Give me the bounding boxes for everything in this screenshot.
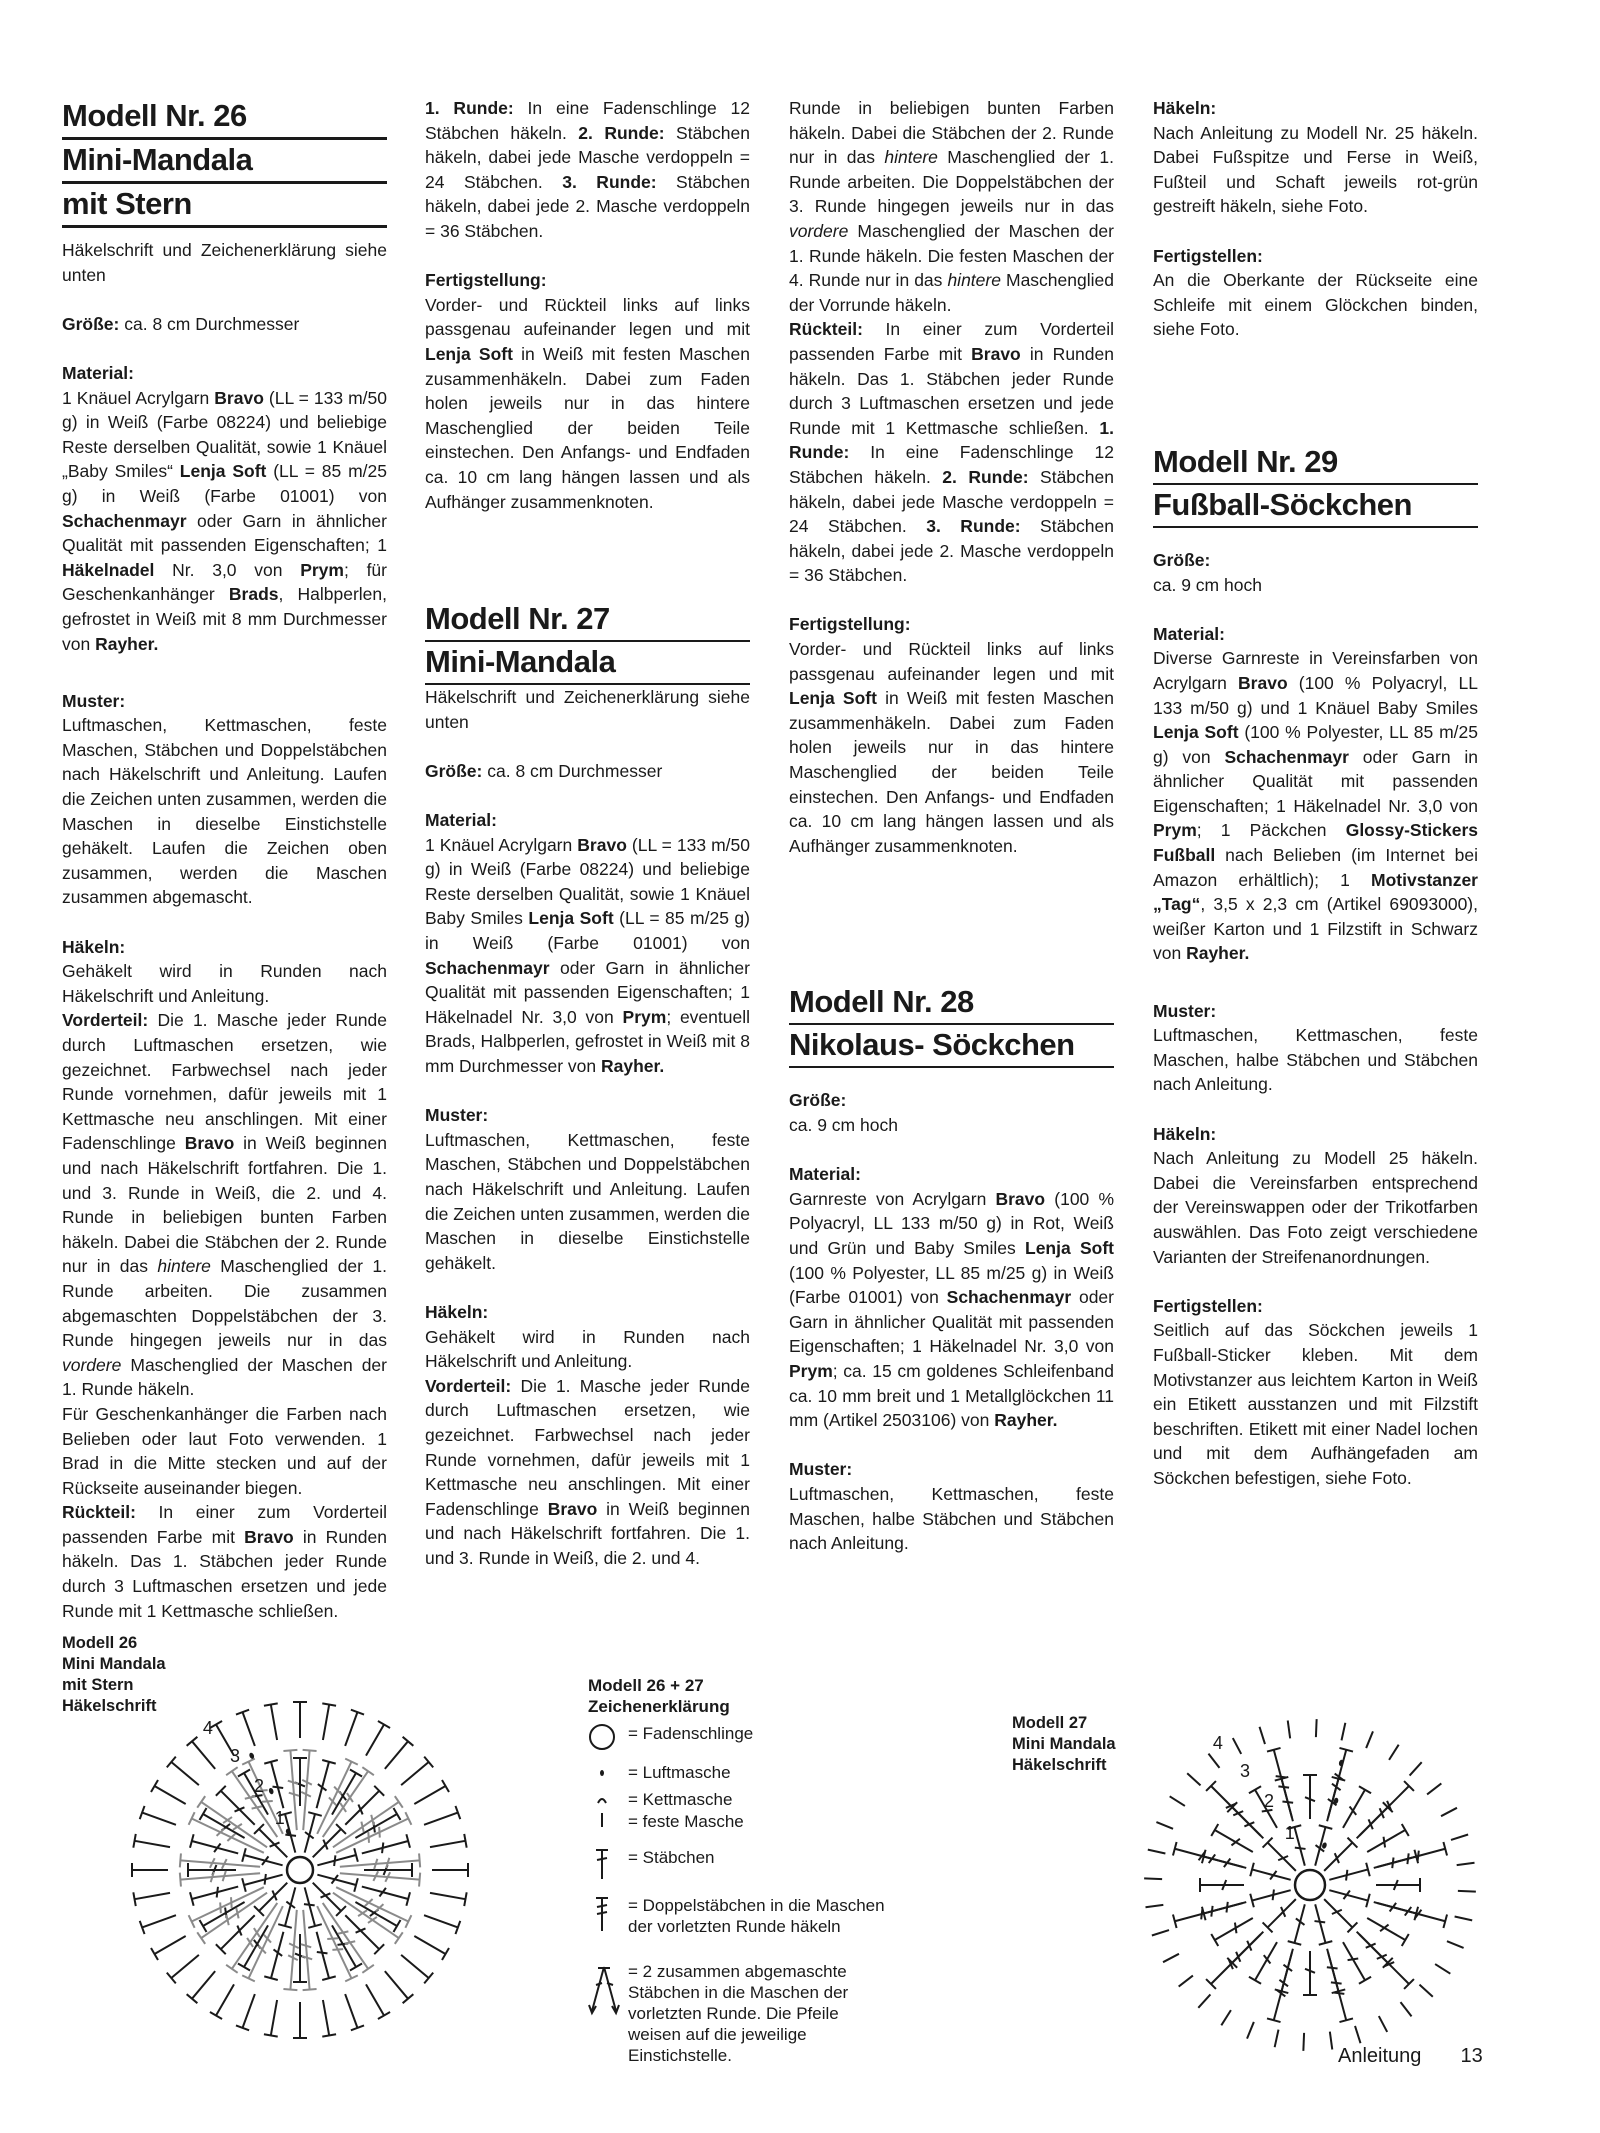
round-4-stitch xyxy=(385,1971,414,2003)
round-4-stitch xyxy=(1148,1850,1166,1854)
diagram-26-label: Modell 26 Mini Mandala mit Stern Häkelschrift xyxy=(62,1634,166,1715)
modell-28-title xyxy=(789,982,1114,1068)
modell-26-title xyxy=(62,96,387,228)
fertigstellung-text: Vorder- und Rückteil links auf links passgenau aufeinander legen und mit Lenja Soft in Weiß mit festen Maschen zusammenhäkeln. Dabei zum Faden holen jeweils nur in das hintere Maschenglied der beiden Teile einstechen. Den Anfangs- und Endfaden ca. 10 cm lang hängen lassen und als Aufhänger zusammenknoten. xyxy=(789,639,1114,856)
round-1-stitch xyxy=(1250,1889,1290,1907)
size-value: ca. 9 cm hoch xyxy=(789,1115,898,1135)
round-1-stitch xyxy=(317,1848,357,1866)
haekeln-text: Nach Anleitung zu Modell Nr. 25 häkeln. Dabei Fußspitze und Ferse in Weiß, Fußteil und Schaft jeweils rot-grün gestreift häkeln, siehe Foto. xyxy=(1153,122,1478,217)
round-4-stitch xyxy=(1221,2010,1231,2025)
intro-text: Häkelschrift und Zeichenerklärung siehe unten xyxy=(425,687,750,732)
round-4-stitch xyxy=(430,1892,467,1906)
continuation-text: Runde in beliebigen bunten Farben häkeln. Dabei die Stäbchen der 2. Runde nur in das hintere Maschenglied der 1. Runde arbeiten. Die Doppelstäbchen der 3. Runde hingegen jeweils nur in das vordere Maschenglied der Maschen der 1. Runde häkeln. Die festen Maschen der 4. Runde nur in das hintere Maschenglied der Vorrunde häkeln. xyxy=(789,98,1114,315)
title-line: Mini-Mandala xyxy=(425,642,750,685)
round-3-double-stitch xyxy=(1359,1781,1413,1835)
round-3-double-stitch xyxy=(197,1796,267,1847)
round-2-stitch xyxy=(1211,1824,1253,1852)
round-4-stitch xyxy=(1410,1762,1422,1775)
round-1-stitch xyxy=(1329,1890,1369,1907)
runden-text: 1. Runde: In eine Fadenschlinge 12 Stäbchen häkeln. 2. Runde: Stäbchen häkeln, dabei jede Masche verdoppeln = 24 Stäbchen. 3. Runde: Stäbchen häkeln, dabei jede 2. Masche verdoppeln = 36 Stäbchen. xyxy=(425,98,751,241)
round-4-stitch xyxy=(151,1780,186,1804)
haekeln-label: Häkeln: xyxy=(62,936,126,957)
round-4-stitch xyxy=(414,1780,449,1804)
round-4-stitch xyxy=(133,1892,170,1906)
round-3-double-stitch xyxy=(1206,1781,1260,1835)
title-line: Nikolaus- Söckchen xyxy=(789,1025,1114,1068)
crochet-chart-27 xyxy=(1125,1700,1495,2070)
round-4-stitch xyxy=(1198,1994,1210,2007)
column-3 xyxy=(789,96,1114,1556)
round-4-stitch xyxy=(432,1863,468,1877)
round-4-stitch xyxy=(140,1806,176,1825)
fertigstellen-text: An die Oberkante der Rückseite eine Schleife mit einem Glöckchen binden, siehe Foto. xyxy=(1153,270,1478,340)
title-line: Modell Nr. 28 xyxy=(789,982,1114,1025)
round-4-stitch xyxy=(414,1936,449,1960)
round-4-stitch xyxy=(1458,1891,1476,1892)
round-1-stitch xyxy=(242,1848,282,1865)
modell-27-title xyxy=(425,599,750,685)
material-text: 1 Knäuel Acrylgarn Bravo (LL = 133 m/50 g) in Weiß (Farbe 08224) und beliebige Reste derselben Qualität, sowie 1 Knäuel „Baby Smiles“ Lenja Soft (LL = 85 m/25 g) in Weiß (Farbe 01001) von Schachenmayr oder Garn in ähnlicher Qualität mit passenden Eigenschaften; 1 Häkelnadel Nr. 3,0 von Prym; für Geschenkanhänger Brads, Halbperlen, gefrostet in Weiß mit 8 mm Durchmesser von Rayher. xyxy=(62,387,387,654)
intro-text: Häkelschrift und Zeichenerklärung siehe unten xyxy=(62,240,387,285)
column-1 xyxy=(62,96,387,1623)
round-4-stitch xyxy=(1355,2026,1360,2043)
muster-label: Muster: xyxy=(425,1105,489,1126)
round-4-stitch xyxy=(140,1915,176,1934)
round-4-stitch xyxy=(1275,2030,1279,2048)
round-4-stitch xyxy=(236,1710,255,1746)
rueckteil-text: Rückteil: In einer zum Vorderteil passenden Farbe mit Bravo in Runden häkeln. Das 1. Stäbchen jeder Runde durch 3 Luftmaschen ersetzen und jede Runde mit 1 Kettmasche schließen. 1. Runde: In eine Fadenschlinge 12 Stäbchen häkeln. 2. Runde: Stäbchen häkeln, dabei jede Masche verdoppeln = 24 Stäbchen. 3. Runde: Stäbchen häkeln, dabei jede 2. Masche verdoppeln = 36 Stäbchen. xyxy=(789,319,1115,586)
round-3-double-stitch xyxy=(226,1903,277,1973)
round-2-stitch xyxy=(1249,1942,1277,1984)
legend-item: = Doppelstäbchen in die Maschen der vorletzten Runde häkeln xyxy=(588,1895,918,1961)
round-2-stitch xyxy=(216,1915,255,1954)
round-4-stitch xyxy=(1179,1976,1193,1987)
crochet-chart-26 xyxy=(110,1680,490,2060)
haekeln-text: Gehäkelt wird in Runden nach Häkelschrift und Anleitung. xyxy=(62,961,387,1006)
round-4-stitch xyxy=(264,1703,278,1740)
rueckteil-text: Rückteil: In einer zum Vorderteil passenden Farbe mit Bravo in Runden häkeln. Das 1. Stäbchen jeder Runde durch 3 Luftmaschen ersetzen und jede Runde mit 1 Kettmasche schließen. xyxy=(62,1502,387,1621)
round-4-stitch xyxy=(366,1721,390,1756)
fertigstellen-text: Seitlich auf das Söckchen jeweils 1 Fußball-Sticker kleben. Mit dem Motivstanzer aus leichtem Karton in Weiß ein Etikett ausstanzen und mit Filzstift beschriften. Etikett mit einer Nadel lochen und mit dem Aufhängefaden am Söckchen befestigen, siehe Foto. xyxy=(1153,1320,1478,1488)
round-number: 4 xyxy=(202,1718,213,1739)
muster-text: Luftmaschen, Kettmaschen, feste Maschen, Stäbchen und Doppelstäbchen nach Häkelschrift und Anleitung. Laufen die Zeichen unten zusammen, werden die Maschen in dieselbe Einstichstelle gehäkelt. xyxy=(425,1129,750,1273)
round-2-stitch xyxy=(345,1915,384,1954)
legend-item: = Luftmasche xyxy=(588,1757,918,1789)
size-value: ca. 9 cm hoch xyxy=(1153,574,1262,595)
size-label: Größe: xyxy=(789,1090,847,1111)
round-4-stitch xyxy=(132,1863,168,1877)
symbol-legend xyxy=(588,1675,918,2066)
round-4-stitch xyxy=(1330,2032,1332,2050)
muster-text: Luftmaschen, Kettmaschen, feste Maschen, Stäbchen und Doppelstäbchen nach Häkelschrift und Anleitung. Laufen die Zeichen unten zusammen, werden die Maschen in dieselbe Einstichstelle gehäkelt. Laufen die Zeichen oben zusammen, werden die Maschen zusammen abgemascht. xyxy=(62,715,387,908)
legend-title: Modell 26 + 27 Zeichenerklärung xyxy=(588,1676,730,1716)
round-4-stitch xyxy=(1303,2033,1304,2051)
chain-mark xyxy=(268,1787,274,1795)
round-4-stitch xyxy=(293,2002,307,2038)
round-2-stitch xyxy=(1200,1878,1244,1892)
material-label: Material: xyxy=(62,362,134,383)
round-4-stitch xyxy=(1441,1808,1457,1816)
haekeln-label: Häkeln: xyxy=(1153,1123,1217,1144)
round-2-stitch xyxy=(1367,1824,1409,1852)
round-4-stitch xyxy=(1401,2002,1412,2016)
round-2-stitch xyxy=(1303,1775,1317,1819)
title-line: Modell Nr. 29 xyxy=(1153,442,1478,485)
round-4-stitch xyxy=(424,1915,460,1934)
round-1-stitch xyxy=(1314,1904,1332,1944)
round-3-double-stitch xyxy=(1206,1934,1260,1988)
haekeln-text: Nach Anleitung zu Modell 25 häkeln. Dabei die Vereinsfarben entsprechend der Vereinswappen oder der Trikotfarben auswählen. Das Foto zeigt verschiedene Varianten der Streifenanordnungen. xyxy=(1153,1148,1478,1267)
round-4-stitch xyxy=(1233,1738,1241,1754)
round-4-stitch xyxy=(167,1757,199,1786)
round-4-stitch xyxy=(1316,1719,1317,1737)
round-4-stitch xyxy=(1379,2016,1387,2032)
legend-item: = 2 zusammen abgemaschte Stäbchen in die Maschen der vorletzten Runde. Die Pfeile weisen auf die jeweilige Einstichstelle. xyxy=(588,1961,918,2066)
round-number: 1 xyxy=(274,1807,285,1828)
fertigstellen-label: Fertigstellen: xyxy=(1153,245,1263,266)
round-4-stitch xyxy=(151,1936,186,1960)
round-4-stitch xyxy=(1342,1723,1346,1741)
fertigstellung-text: Vorder- und Rückteil links auf links passgenau aufeinander legen und mit Lenja Soft in Weiß mit festen Maschen zusammenhäkeln. Dabei zum Faden holen jeweils nur in das hintere Maschenglied der beiden Teile einstechen. Den Anfangs- und Endfaden ca. 10 cm lang hängen lassen und als Aufhänger zusammenknoten. xyxy=(425,294,750,512)
material-text: Garnreste von Acrylgarn Bravo (100 % Polyacryl, LL 133 m/50 g) in Rot, Weiß und Grün und Baby Smiles Lenja Soft (100 % Polyester, LL 85 m/25 g) in Weiß (Farbe 01001) von Schachenmayr oder Garn in ähnlicher Qualität mit passenden Eigenschaften; 1 Häkelnadel Nr. 3,0 von Prym; ca. 15 cm goldenes Schleifenband ca. 10 mm breit und 1 Metallglöckchen 11 mm (Artikel 2503106) von Rayher. xyxy=(789,1188,1115,1431)
round-1-stitch xyxy=(278,1887,295,1927)
round-4-stitch xyxy=(187,1971,216,2003)
round-4-stitch xyxy=(345,1994,364,2030)
haekeln-text: Gehäkelt wird in Runden nach Häkelschrift und Anleitung. xyxy=(425,1326,750,1372)
modell-29-title xyxy=(1153,442,1478,528)
muster-text: Luftmaschen, Kettmaschen, feste Maschen, halbe Stäbchen und Stäbchen nach Anleitung. xyxy=(1153,1025,1478,1095)
round-4-stitch xyxy=(1260,1727,1265,1744)
geschenk-text: Für Geschenkanhänger die Farben nach Belieben oder laut Foto verwenden. 1 Brad in die Mitte stecken und auf der Rückseite auseinander biegen. xyxy=(62,1403,387,1498)
title-line: Mini-Mandala xyxy=(62,140,387,184)
round-4-stitch xyxy=(187,1737,216,1769)
round-3-double-stitch xyxy=(1359,1934,1413,1988)
round-4-stitch xyxy=(1156,1822,1173,1829)
round-4-stitch xyxy=(345,1710,364,1746)
legend-item: = Fadenschlinge xyxy=(588,1723,918,1757)
round-4-stitch xyxy=(1163,1954,1179,1962)
round-1-stitch xyxy=(1250,1863,1290,1880)
title-line: mit Stern xyxy=(62,184,387,228)
round-4-stitch xyxy=(1247,2022,1254,2039)
round-3-double-stitch xyxy=(1378,1842,1447,1867)
round-4-stitch xyxy=(1451,1835,1468,1840)
round-4-stitch xyxy=(1208,1754,1219,1768)
round-3-double-stitch xyxy=(323,1767,374,1837)
round-4-stitch xyxy=(1389,1745,1399,1760)
legend-item: = Kettmasche xyxy=(588,1789,918,1811)
round-3-double-stitch xyxy=(1173,1903,1242,1928)
vorderteil-text: Vorderteil: Die 1. Masche jeder Runde durch Luftmaschen ersetzen, wie gezeichnet. Farbwechsel nach jeder Runde vornehmen, dafür jeweils mit 1 Kettmasche neu anschlingen. Mit einer Fadenschlinge Bravo in Weiß beginnen und nach Häkelschrift fortfahren. Die 1. und 3. Runde in Weiß, die 2. und 4. Runde in beliebigen bunten Farben häkeln. Dabei die Stäbchen der 2. Runde nur in das hintere Maschenglied der 1. Runde arbeiten. Die zusammen abgemaschten Doppelstäbchen der 3. Runde hingegen jeweils nur in das vordere Maschenglied der Maschen der 1. Runde häkeln. xyxy=(62,1010,387,1400)
round-4-stitch xyxy=(1457,1863,1475,1865)
round-4-stitch xyxy=(401,1757,433,1786)
footer-section: Anleitung xyxy=(1338,2045,1422,2067)
material-label: Material: xyxy=(789,1164,861,1185)
round-4-stitch xyxy=(322,1703,336,1740)
round-4-stitch xyxy=(385,1737,414,1769)
round-1-stitch xyxy=(1329,1863,1369,1881)
round-4-stitch xyxy=(1455,1917,1473,1921)
column-2 xyxy=(425,96,750,1570)
round-4-stitch xyxy=(293,1702,307,1738)
round-1-stitch xyxy=(1324,1838,1357,1871)
muster-label: Muster: xyxy=(1153,1000,1217,1021)
round-1-stitch xyxy=(1263,1899,1296,1932)
round-1-stitch xyxy=(242,1874,282,1892)
haekeln-label: Häkeln: xyxy=(425,1301,489,1322)
fadenschlinge-center xyxy=(287,1857,313,1883)
fertigstellen-label: Fertigstellen: xyxy=(1153,1295,1263,1316)
material-label: Material: xyxy=(1153,623,1225,644)
round-4-stitch xyxy=(322,2000,336,2037)
round-2-stitch xyxy=(1211,1918,1253,1946)
fadenschlinge-center xyxy=(1295,1870,1325,1900)
round-4-stitch xyxy=(366,1984,390,2019)
title-line: Modell Nr. 27 xyxy=(425,599,750,642)
round-number: 1 xyxy=(1284,1822,1295,1843)
fertigstellung-label: Fertigstellung: xyxy=(789,614,911,635)
round-1-stitch xyxy=(1288,1904,1305,1944)
round-4-stitch xyxy=(1152,1930,1169,1935)
round-number: 3 xyxy=(1239,1760,1250,1781)
round-4-stitch xyxy=(430,1834,467,1848)
round-1-stitch xyxy=(304,1887,322,1927)
round-4-stitch xyxy=(401,1955,433,1984)
muster-text: Luftmaschen, Kettmaschen, feste Maschen, halbe Stäbchen und Stäbchen nach Anleitung. xyxy=(789,1483,1114,1554)
doppelstaebchen-icon xyxy=(588,1895,620,1933)
title-line: Modell Nr. 26 xyxy=(62,96,387,140)
round-2-stitch xyxy=(345,1786,384,1825)
round-1-stitch xyxy=(305,1812,322,1852)
round-4-stitch xyxy=(424,1806,460,1825)
round-4-stitch xyxy=(1144,1878,1162,1879)
round-2-stitch xyxy=(1303,1951,1317,1995)
round-4-stitch xyxy=(133,1834,170,1848)
round-number: 2 xyxy=(1263,1790,1274,1811)
zusammen-abgemascht-icon xyxy=(588,1961,624,2017)
size-line: Größe: ca. 8 cm Durchmesser xyxy=(62,313,300,334)
round-2-stitch xyxy=(1376,1878,1420,1892)
haekeln-label: Häkeln: xyxy=(1153,98,1217,118)
round-1-stitch xyxy=(1324,1899,1357,1932)
round-4-stitch xyxy=(1366,1731,1373,1748)
round-1-stitch xyxy=(317,1875,357,1892)
material-text: Diverse Garnreste in Vereinsfarben von Acrylgarn Bravo (100 % Polyacryl, LL 133 m/50 g) und 1 Knäuel Baby Smiles Lenja Soft (100 % Polyester, LL 85 m/25 g) von Schachenmayr oder Garn in ähnlicher Qualität mit passenden Eigenschaften; 1 Häkelnadel Nr. 3,0 von Prym; 1 Päckchen Glossy-Stickers Fußball nach Belieben (im Internet bei Amazon erhältlich); 1 Motivstanzer „Tag“, 3,5 x 2,3 cm (Artikel 69093000), weißer Karton und 1 Filzstift in Schwarz von Rayher. xyxy=(1153,648,1478,964)
round-4-stitch xyxy=(210,1984,234,2019)
column-4 xyxy=(1153,96,1478,1491)
muster-label: Muster: xyxy=(789,1459,853,1480)
round-4-stitch xyxy=(1435,1964,1450,1974)
page-number: 13 xyxy=(1460,2045,1483,2067)
round-number: 3 xyxy=(229,1745,240,1766)
muster-label: Muster: xyxy=(62,690,126,711)
round-4-stitch xyxy=(1146,1905,1164,1907)
legend-item: = feste Masche xyxy=(628,1812,744,1831)
size-line: Größe: ca. 8 cm Durchmesser xyxy=(425,760,663,781)
staebchen-icon xyxy=(588,1847,620,1881)
round-4-stitch xyxy=(1447,1941,1464,1948)
size-label: Größe: xyxy=(1153,549,1211,570)
round-4-stitch xyxy=(167,1955,199,1984)
round-3-double-stitch xyxy=(1328,1953,1353,2022)
luftmasche-icon xyxy=(588,1757,620,1789)
round-4-stitch xyxy=(264,2000,278,2037)
fertigstellung-label: Fertigstellung: xyxy=(425,270,547,291)
round-number: 2 xyxy=(253,1775,264,1796)
round-3-double-stitch xyxy=(333,1893,403,1944)
round-2-stitch xyxy=(1367,1918,1409,1946)
page-footer xyxy=(1338,2045,1483,2068)
round-4-stitch xyxy=(1187,1773,1200,1785)
round-2-stitch xyxy=(1343,1942,1371,1984)
vorderteil-text: Vorderteil: Die 1. Masche jeder Runde durch Luftmaschen ersetzen, wie gezeichnet. Farbwechsel nach jeder Runde vornehmen, dafür jeweils mit 1 Kettmasche neu anschlingen. Mit einer Fadenschlinge Bravo in Weiß beginnen und nach Häkelschrift fortfahren. Die 1. und 3. Runde in Weiß, die 2. und 4. xyxy=(425,1375,750,1568)
round-number: 4 xyxy=(1212,1733,1223,1754)
round-4-stitch xyxy=(236,1994,255,2030)
material-text: 1 Knäuel Acrylgarn Bravo (LL = 133 m/50 g) in Weiß (Farbe 08224) und beliebige Reste derselben Qualität, sowie 1 Knäuel Baby Smiles Lenja Soft (LL = 85 m/25 g) in Weiß (Farbe 01001) von Schachenmayr oder Garn in ähnlicher Qualität mit passenden Eigenschaften; 1 Häkelnadel Nr. 3,0 von Prym; eventuell Brads, Halbperlen, gefrostet in Weiß mit 8 mm Durchmesser von Rayher. xyxy=(425,834,750,1076)
round-2-stitch xyxy=(1343,1786,1371,1828)
round-4-stitch xyxy=(1288,1721,1290,1739)
material-label: Material: xyxy=(425,810,497,831)
round-4-stitch xyxy=(1419,1985,1432,1997)
round-2-stitch xyxy=(216,1786,255,1825)
diagram-27-label: Modell 27 Mini Mandala Häkelschrift xyxy=(1012,1714,1116,1774)
round-4-stitch xyxy=(1170,1796,1185,1806)
legend-item: = Stäbchen xyxy=(588,1847,918,1895)
title-line: Fußball-Söckchen xyxy=(1153,485,1478,528)
round-4-stitch xyxy=(1427,1783,1441,1794)
fadenschlinge-icon xyxy=(588,1723,620,1755)
